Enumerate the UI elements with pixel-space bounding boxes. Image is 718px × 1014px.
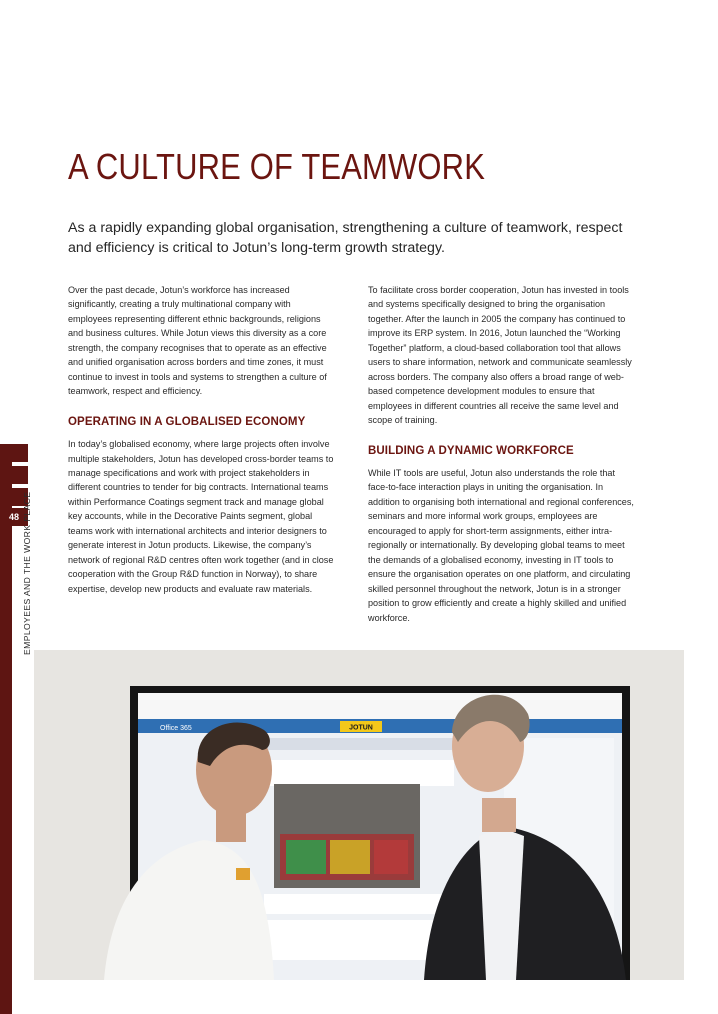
body-paragraph: Over the past decade, Jotun’s workforce has increased significantly, creating a truly multinational company with employees representing different ethnic backgrounds, religions and business cultures. While Jotun views this diversity as a core strength, the company recognises that to operate as an effective and unified organisation across borders and time zones, it must continue to invest in tools and systems to strengthen a culture of teamwork, respect and efficiency. bbox=[68, 285, 327, 397]
section-label: EMPLOYEES AND THE WORK PLACE bbox=[22, 491, 32, 655]
sidebar-tab bbox=[0, 466, 28, 484]
section-heading: OPERATING IN A GLOBALISED ECONOMY bbox=[68, 415, 306, 428]
intro-paragraph: As a rapidly expanding global organisation, strengthening a culture of teamwork, respect and efficiency is critical to Jotun’s long-term growth strategy. bbox=[68, 220, 623, 256]
right-column bbox=[368, 283, 636, 625]
screen-logo: JOTUN bbox=[349, 724, 373, 732]
section-heading: BUILDING A DYNAMIC WORKFORCE bbox=[368, 444, 574, 457]
page-title: A CULTURE OF TEAMWORK bbox=[68, 146, 486, 187]
page-number: 48 bbox=[0, 508, 28, 526]
sidebar-tab bbox=[0, 444, 28, 462]
body-paragraph: While IT tools are useful, Jotun also understands the role that face-to-face interaction plays in uniting the organisation. In addition to organising both international and regional conferences, seminars and more informal work groups, employees are encouraged to apply for short-term assignments, either intra-regionally or internationally. By developing global teams to meet the demands of a globalised economy, investing in IT tools to ensure the organisation operates on one platform, and circulating skilled personnel throughout the network, Jotun is in a stronger position to grow efficiently and create a highly skilled and unified workforce. bbox=[368, 467, 634, 623]
screen-app-name: Office 365 bbox=[160, 725, 192, 732]
photo-illustration bbox=[34, 650, 684, 980]
body-paragraph: To facilitate cross border cooperation, Jotun has invested in tools and systems specifically designed to bring the organisation together. After the launch in 2005 the company has continued to improve its ERP system. In 2016, Jotun launched the “Working Together” platform, a cloud-based collaboration tool that allows users to share information, network and communicate seamlessly across borders. The company also offers a broad range of web-based competence development modules to ensure that employees in different countries all receive the same level and scope of training. bbox=[368, 285, 632, 426]
body-paragraph: In today’s globalised economy, where large projects often involve multiple stakeholders, Jotun has developed cross-border teams to manage specifications and work with project stakeholders in different countries to tender for big contracts. International teams within Performance Coatings segment track and manage global key accounts, while in the Decorative Paints segment, global teams work with international architects and interior designers to generate interest in Jotun products. Likewise, the company’s network of regional R&D centres often work together (and in close cooperation with the Group R&D function in Norway), to share expertise, develop new products and evaluate raw materials. bbox=[68, 439, 334, 594]
team-photo bbox=[34, 650, 684, 980]
left-column bbox=[68, 283, 336, 596]
sidebar-stripe bbox=[0, 444, 12, 1014]
